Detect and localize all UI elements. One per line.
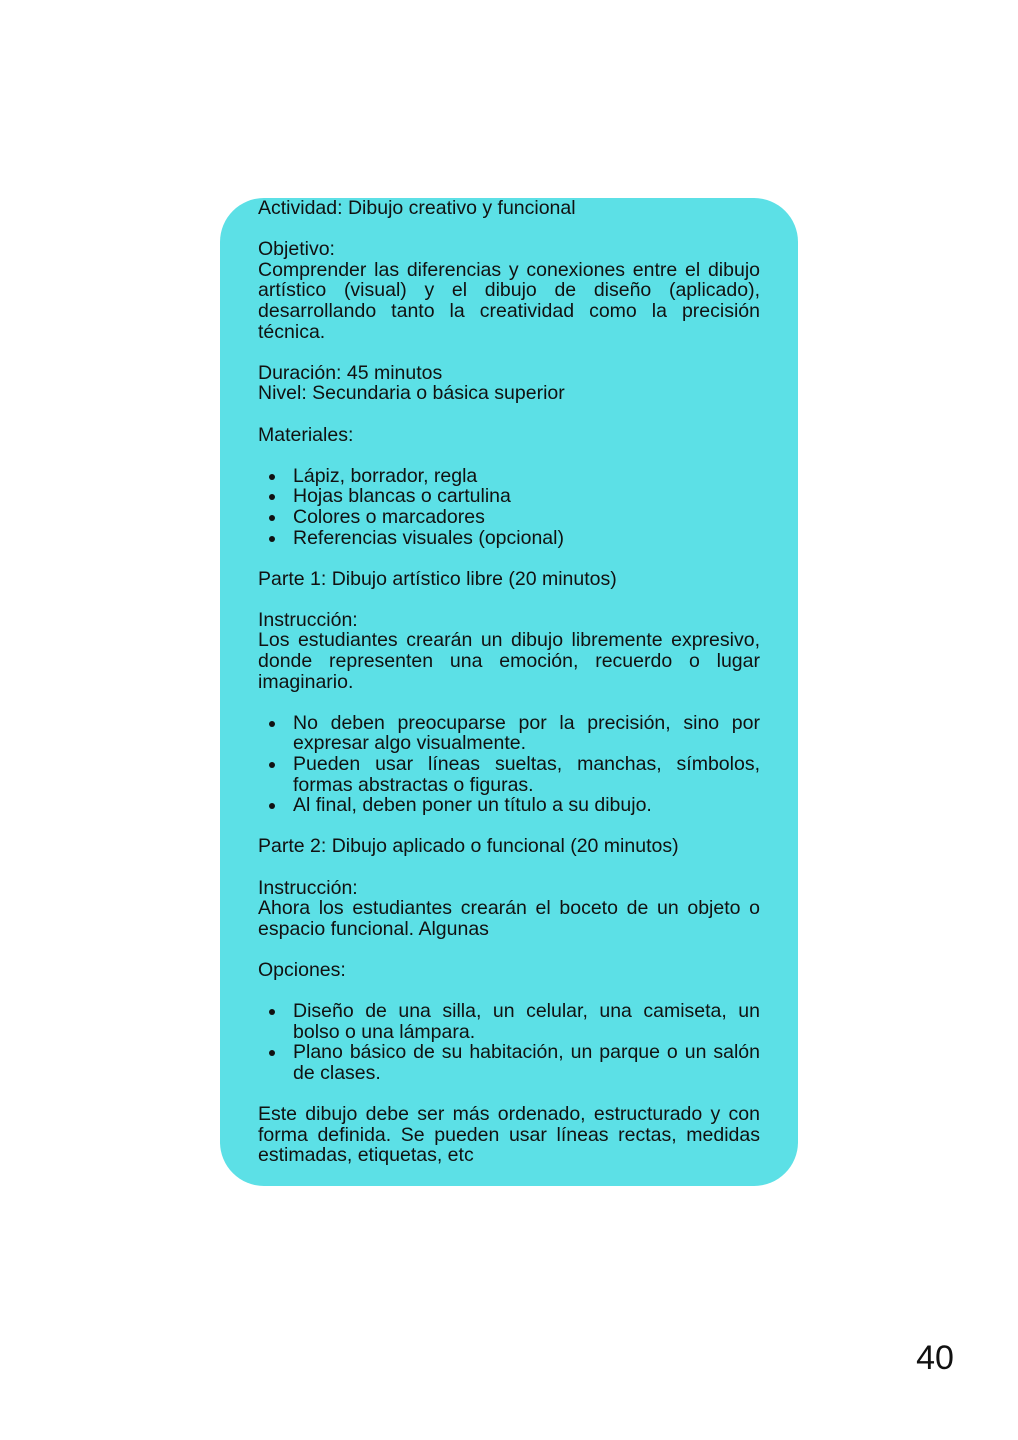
list-item: Plano básico de su habitación, un parque o un salón de clases. xyxy=(258,1042,760,1083)
list-item: Colores o marcadores xyxy=(258,507,760,528)
part1-instruction-text: Los estudiantes crearán un dibujo libremente expresivo, donde representen una emoción, recuerdo o lugar imaginario. xyxy=(258,629,760,693)
part1-title: Parte 1: Dibujo artístico libre (20 minutos) xyxy=(258,567,617,590)
list-item: Diseño de una silla, un celular, una camiseta, un bolso o una lámpara. xyxy=(258,1001,760,1042)
objective-text: Comprender las diferencias y conexiones entre el dibujo artístico (visual) y el dibujo de diseño (aplicado), desarrollando tanto la creatividad como la precisión técnica. xyxy=(258,258,760,343)
spacer xyxy=(258,342,760,363)
objective-label: Objetivo: xyxy=(258,238,335,261)
spacer xyxy=(258,981,760,1002)
activity-title: Actividad: Dibujo creativo y funcional xyxy=(258,197,576,219)
spacer xyxy=(258,816,760,837)
part1-instruction-label: Instrucción: xyxy=(258,608,358,631)
part2-instruction-text: Ahora los estudiantes crearán el boceto de un objeto o espacio funcional. Algunas xyxy=(258,897,760,940)
closing-text: Este dibujo debe ser más ordenado, estructurado y con forma definida. Se pueden usar líneas rectas, medidas estimadas, etiquetas, etc xyxy=(258,1103,760,1167)
part2-title: Parte 2: Dibujo aplicado o funcional (20 minutos) xyxy=(258,835,679,858)
spacer xyxy=(258,939,760,960)
level: Nivel: Secundaria o básica superior xyxy=(258,382,565,405)
materials-list xyxy=(258,466,760,548)
list-item: Hojas blancas o cartulina xyxy=(258,486,760,507)
list-item: Referencias visuales (opcional) xyxy=(258,528,760,549)
spacer xyxy=(258,404,760,425)
options-label: Opciones: xyxy=(258,958,346,981)
list-item: Lápiz, borrador, regla xyxy=(258,466,760,487)
options-list xyxy=(258,1001,760,1083)
materials-label: Materiales: xyxy=(258,423,354,446)
spacer xyxy=(258,219,760,240)
part1-bullets xyxy=(258,713,760,816)
list-item: No deben preocuparse por la precisión, sino por expresar algo visualmente. xyxy=(258,713,760,754)
spacer xyxy=(258,445,760,466)
list-item: Pueden usar líneas sueltas, manchas, símbolos, formas abstractas o figuras. xyxy=(258,754,760,795)
spacer xyxy=(258,548,760,569)
spacer xyxy=(258,589,760,610)
part2-instruction-label: Instrucción: xyxy=(258,876,358,899)
list-item: Al final, deben poner un título a su dibujo. xyxy=(258,795,760,816)
spacer xyxy=(258,692,760,713)
spacer xyxy=(258,857,760,878)
activity-content xyxy=(258,198,760,1166)
spacer xyxy=(258,1084,760,1105)
duration: Duración: 45 minutos xyxy=(258,361,443,384)
page-number: 40 xyxy=(916,1339,954,1377)
activity-card xyxy=(220,198,798,1186)
